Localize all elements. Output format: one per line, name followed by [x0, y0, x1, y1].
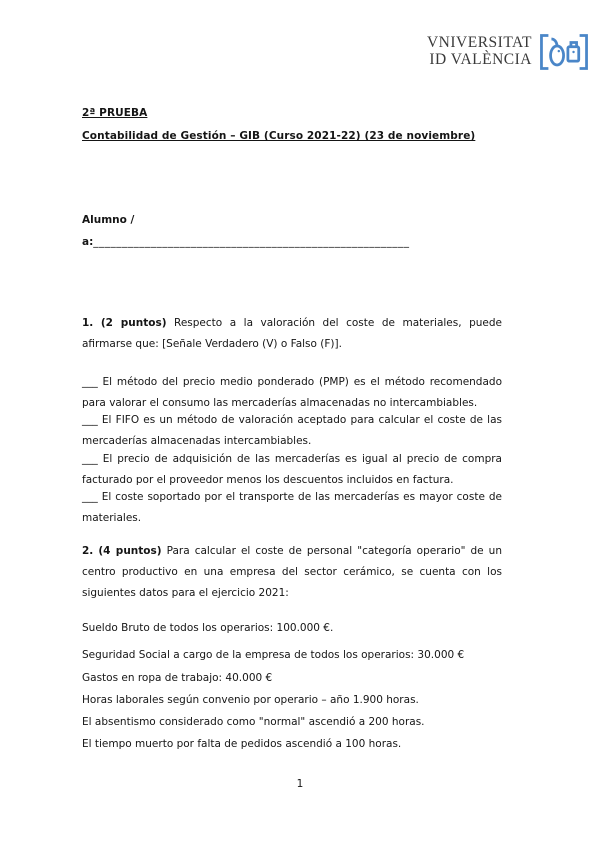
- question-2-number: 2.: [82, 545, 94, 557]
- question-1-number: 1.: [82, 317, 94, 329]
- page-number: 1: [296, 778, 304, 790]
- student-label-line2: [82, 231, 502, 253]
- data-line-ropa-trabajo: Gastos en ropa de trabajo: 40.000 €: [82, 672, 273, 684]
- student-label-line1: Alumno /: [82, 214, 135, 226]
- data-line-seguridad-social: Seguridad Social a cargo de la empresa de todos los operarios: 30.000 €: [82, 649, 465, 661]
- data-line-absentismo: El absentismo considerado como "normal" ascendió a 200 horas.: [82, 716, 425, 728]
- university-name-line2: ID VALÈNCIA: [429, 51, 532, 68]
- question-1-text: Respecto a la valoración del coste de materiales, puede afirmarse que: [Señale Verdadero (V) o Falso (F)].: [82, 317, 502, 350]
- uv-brackets-figures-icon: [538, 31, 590, 73]
- data-line-tiempo-muerto: El tiempo muerto por falta de pedidos ascendió a 100 horas.: [82, 738, 402, 750]
- student-label-a: a:: [82, 236, 94, 248]
- question-2-text: Para calcular el coste de personal "categoría operario" de un centro productivo en una empresa del sector cerámico, se cuenta con los siguientes datos para el ejercicio 2021:: [82, 545, 502, 599]
- vf-statement-2: ___ El FIFO es un método de valoración aceptado para calcular el coste de las mercaderías almacenadas intercambiables.: [82, 414, 502, 447]
- exam-title: 2ª PRUEBA: [82, 107, 148, 119]
- university-logo: [427, 31, 590, 73]
- question-1-points: (2 puntos): [100, 317, 167, 329]
- course-title: Contabilidad de Gestión – GIB (Curso 2021-22) (23 de noviembre): [82, 130, 476, 142]
- data-line-sueldo-bruto: Sueldo Bruto de todos los operarios: 100.000 €.: [82, 622, 334, 634]
- student-name-block: [82, 209, 502, 253]
- student-name-blank: _______________________________________________________: [93, 236, 410, 248]
- university-name-line1: VNIVERSITAT: [426, 34, 532, 52]
- question-2-points: (4 puntos): [98, 545, 162, 557]
- vf-statement-3: ___ El precio de adquisición de las mercaderías es igual al precio de compra facturado por el proveedor menos los descuentos incluidos en factura.: [82, 453, 502, 486]
- question-1: [82, 313, 502, 355]
- question-2: [82, 541, 502, 604]
- data-line-horas-convenio: Horas laborales según convenio por operario – año 1.900 horas.: [82, 694, 419, 706]
- vf-statement-4: ___ El coste soportado por el transporte de las mercaderías es mayor coste de materiales.: [82, 491, 502, 524]
- vf-statement-1: ___ El método del precio medio ponderado (PMP) es el método recomendado para valorar el consumo las mercaderías almacenadas no intercambiables.: [82, 376, 502, 409]
- university-wordmark: [427, 35, 532, 68]
